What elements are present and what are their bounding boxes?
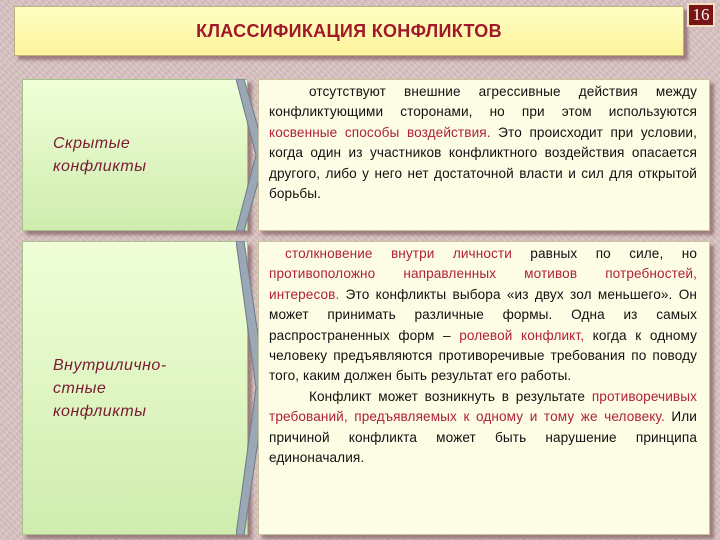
page-title: КЛАССИФИКАЦИЯ КОНФЛИКТОВ: [196, 20, 502, 41]
page-number-badge: 16: [687, 3, 715, 27]
label-intrapersonal-conflicts: [53, 354, 167, 423]
text-run: Или причиной конфликта может быть нарушение принципа единоначалия.: [269, 409, 697, 466]
highlight-text: противоположно направленных мотивов потребностей, интересов.: [269, 266, 697, 302]
label-hidden-conflicts: [53, 132, 147, 178]
description-intrapersonal-conflicts: [258, 241, 710, 535]
highlight-text: косвенные способы воздействия.: [269, 124, 491, 140]
label-line: стные: [53, 379, 107, 397]
text-run: Это конфликты выбора «из двух зол меньшего». Он может принимать различные формы. Одна из самых распространенных форм –: [269, 286, 697, 343]
text-run: Конфликт может возникнуть в результате: [309, 388, 592, 404]
text-run: Это происходит при условии, когда один из участников конфликтного воздействия опасается другого, либо у него нет достаточной власти и сил для открытой борьбы.: [269, 124, 697, 202]
label-box-hidden-conflicts: [22, 79, 248, 231]
highlight-text: столкновение внутри личности: [285, 246, 512, 261]
paragraph: [269, 387, 697, 469]
title-banner: [14, 6, 684, 56]
label-line: конфликты: [53, 402, 147, 420]
label-box-intrapersonal-conflicts: [22, 241, 248, 535]
label-line: Внутрилично-: [53, 356, 167, 374]
text-run: отсутствуют внешние агрессивные действия между конфликтующими сторонами, но при этом используются: [269, 84, 697, 120]
label-line: конфликты: [53, 158, 147, 175]
highlight-text: ролевой конфликт,: [459, 327, 585, 343]
paragraph: [269, 244, 697, 387]
label-line: Скрытые: [53, 135, 131, 152]
description-hidden-conflicts: [258, 79, 710, 231]
paragraph: [269, 82, 697, 204]
text-run: когда к одному человеку предъявляются противоречивые требования по поводу того, каким должен быть результат его работы.: [269, 327, 697, 384]
highlight-text: противоречивых требований, предъявляемых к одному и тому же человеку.: [269, 388, 697, 425]
text-run: равных по силе, но: [511, 246, 697, 261]
